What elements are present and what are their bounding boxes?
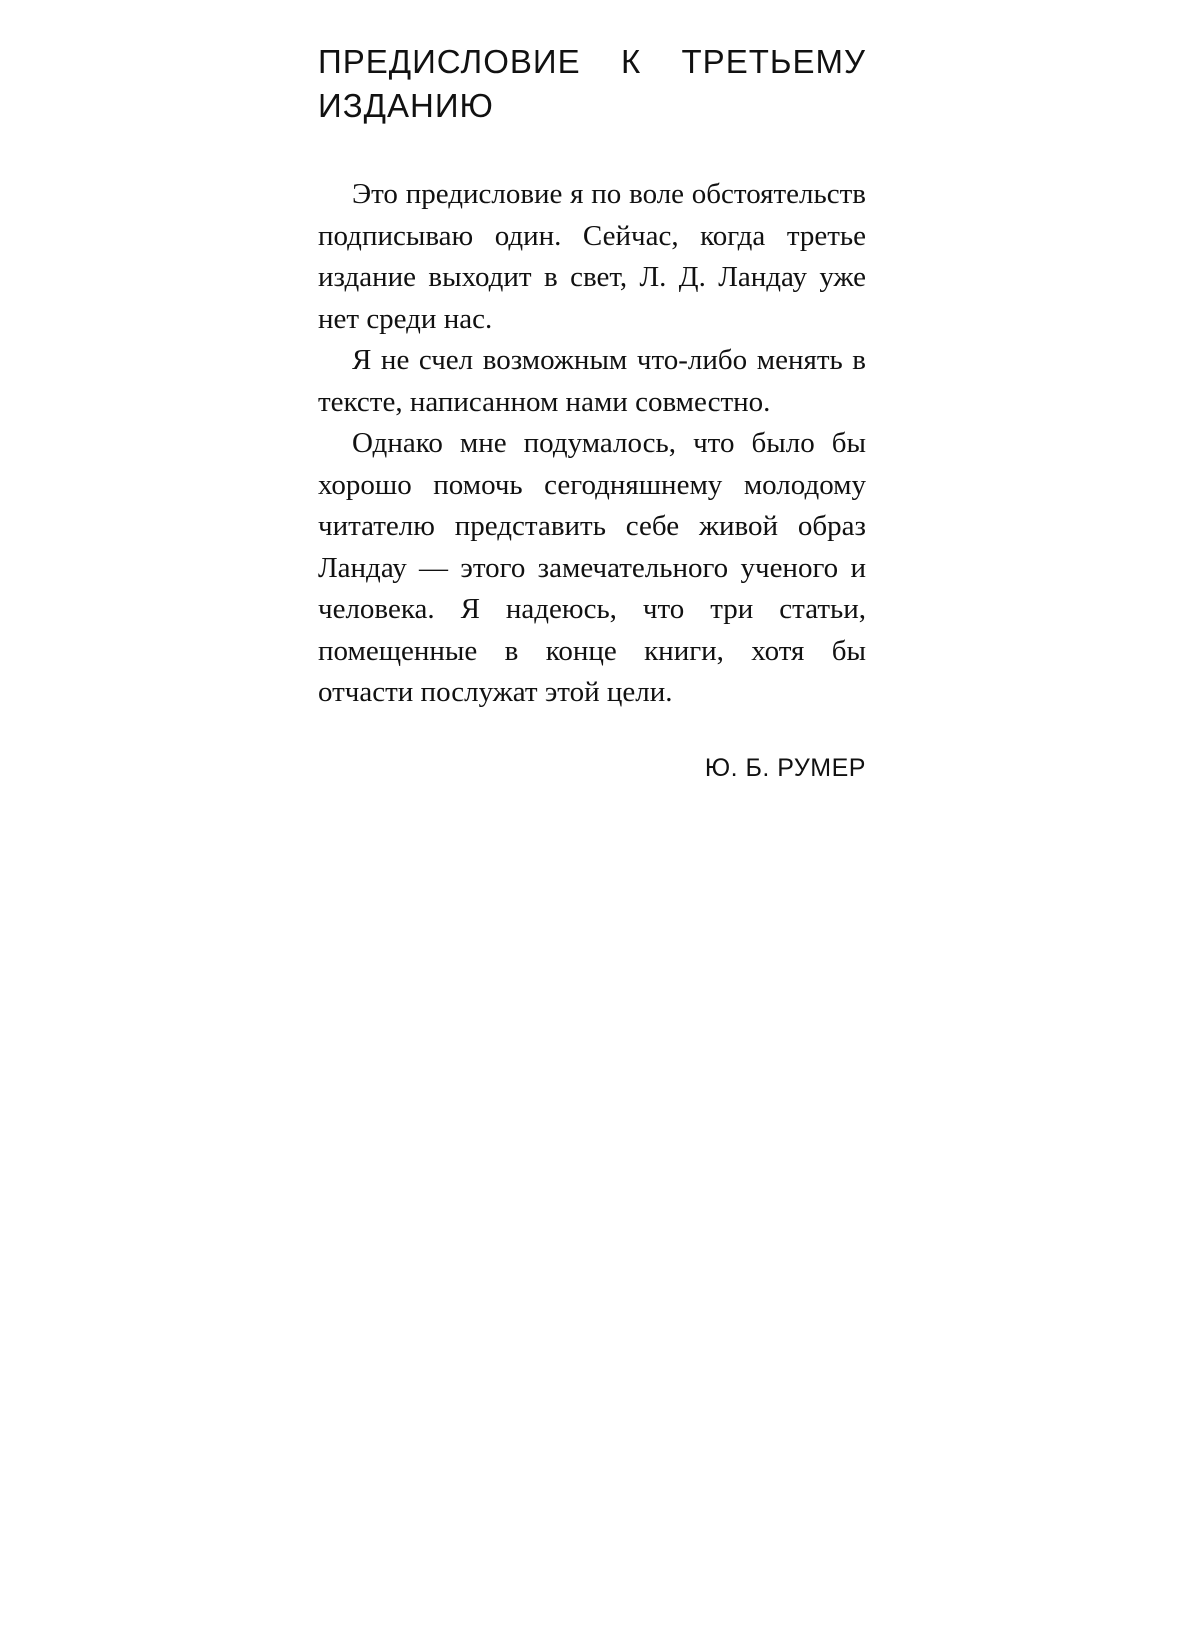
document-page [318, 40, 866, 783]
page-title: ПРЕДИСЛОВИЕ К ТРЕТЬЕМУ ИЗДАНИЮ [318, 43, 866, 124]
paragraph-2: Я не счел возможным что-либо менять в тексте, написанном нами совместно. [318, 344, 866, 418]
paragraph-1: Это предисловие я по воле обстоятельств подписываю один. Сейчас, когда третье издание выходит в свет, Л. Д. Ландау уже нет среди нас. [318, 178, 866, 335]
author-signature: Ю. Б. РУМЕР [704, 753, 866, 782]
paragraph-3: Однако мне подумалось, что было бы хорошо помочь сегодняшнему молодому читателю представить себе живой образ Ландау — этого замечательного ученого и человека. Я надеюсь, что три статьи, помещенные в конце книги, хотя бы отчасти послужат этой цели. [318, 427, 866, 708]
